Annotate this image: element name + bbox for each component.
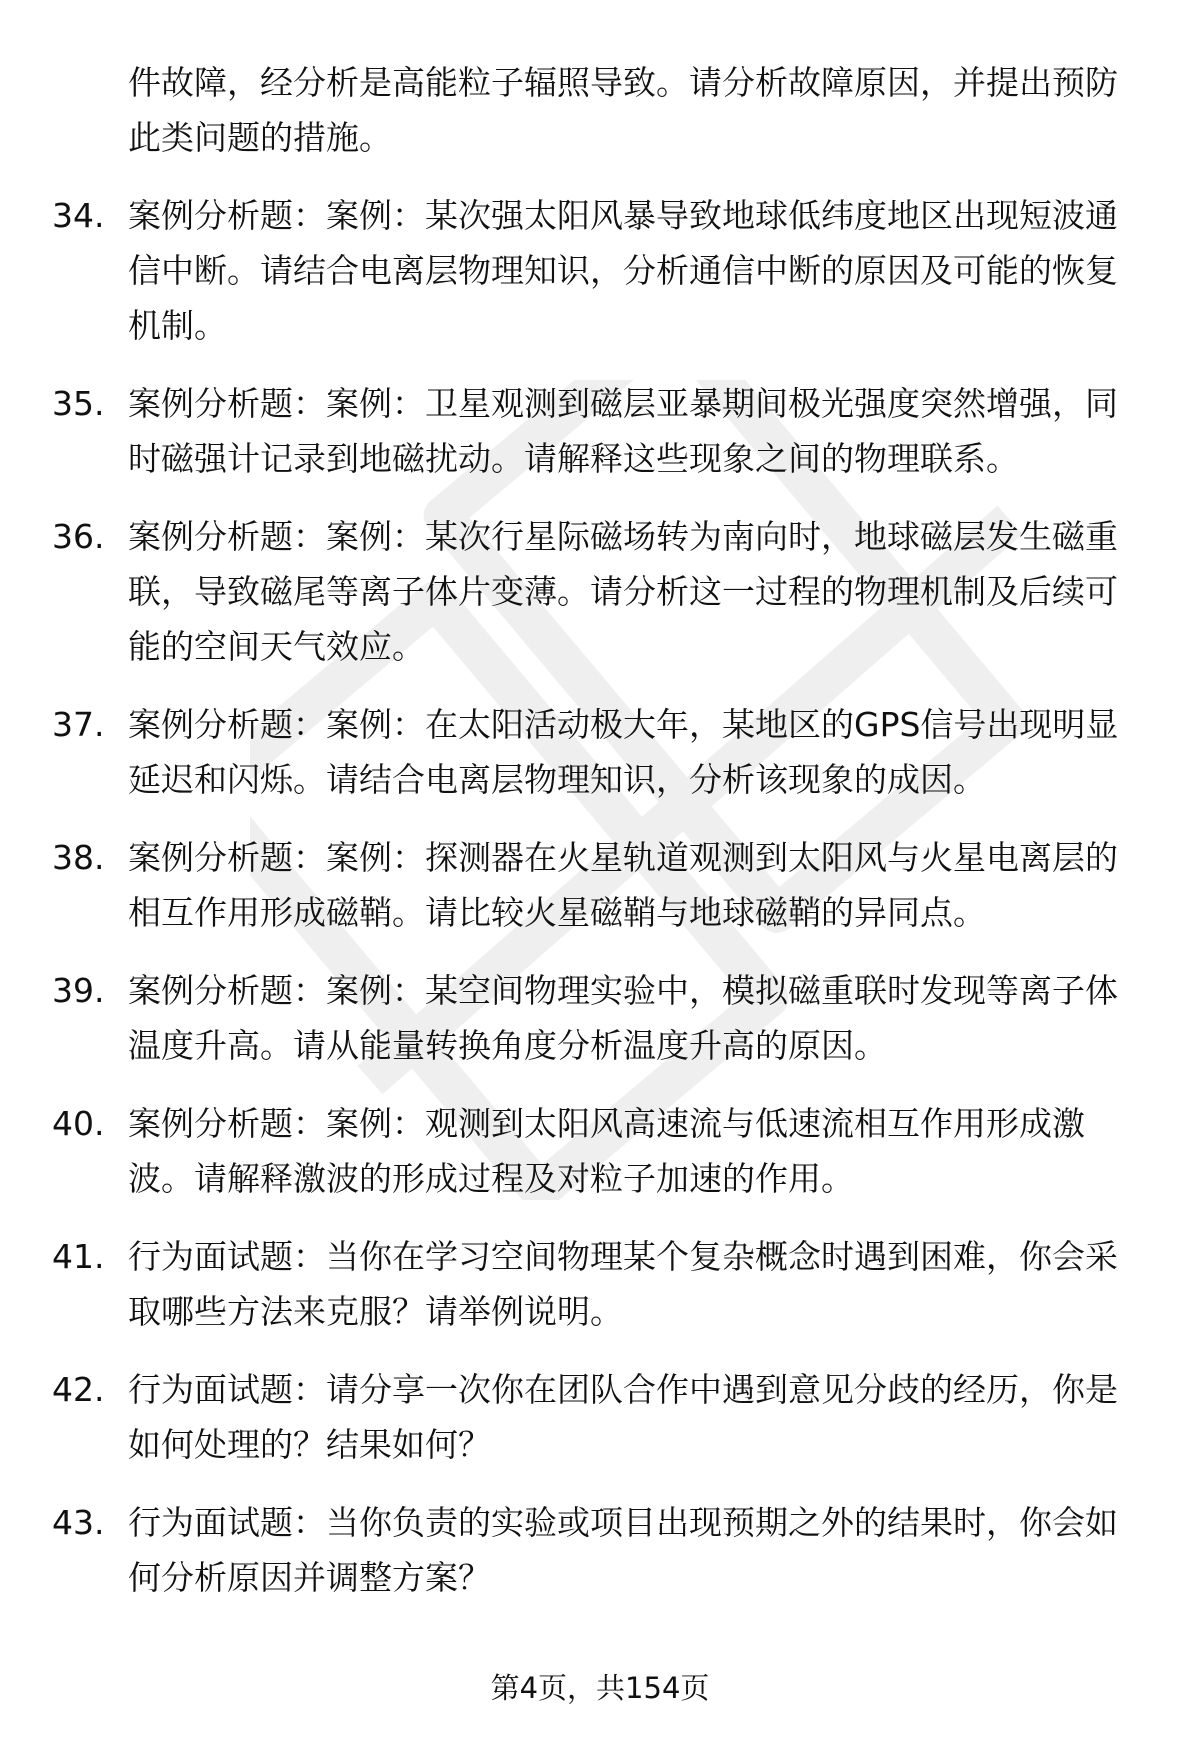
question-number: 36. [52,517,105,556]
question-text: 案例分析题：案例：观测到太阳风高速流与低速流相互作用形成激波。请解释激波的形成过程及对粒子加速的作用。 [128,1104,1085,1198]
page-footer [0,1668,1200,1708]
question-item [0,830,1138,940]
question-item [0,1362,1138,1472]
question-item [0,963,1138,1073]
page-number-label: 第4页，共154页 [490,1671,710,1705]
question-item [0,1096,1138,1206]
question-text: 案例分析题：案例：在太阳活动极大年，某地区的GPS信号出现明显延迟和闪烁。请结合电离层物理知识，分析该现象的成因。 [128,705,1119,799]
question-text: 件故障，经分析是高能粒子辐照导致。请分析故障原因，并提出预防此类问题的措施。 [128,63,1118,157]
question-number: 39. [52,971,105,1010]
question-list [0,55,1200,1605]
question-text: 案例分析题：案例：某次行星际磁场转为南向时，地球磁层发生磁重联，导致磁尾等离子体片变薄。请分析这一过程的物理机制及后续可能的空间天气效应。 [128,517,1118,666]
question-text: 行为面试题：请分享一次你在团队合作中遇到意见分歧的经历，你是如何处理的？结果如何？ [128,1370,1118,1464]
question-item [0,697,1138,807]
question-number: 35. [52,384,105,423]
question-number: 34. [52,196,105,235]
question-number: 38. [52,838,105,877]
question-item [0,55,1138,165]
question-text: 案例分析题：案例：某次强太阳风暴导致地球低纬度地区出现短波通信中断。请结合电离层物理知识，分析通信中断的原因及可能的恢复机制。 [128,196,1118,345]
question-item [0,188,1138,353]
question-item [0,1229,1138,1339]
question-text: 案例分析题：案例：探测器在火星轨道观测到太阳风与火星电离层的相互作用形成磁鞘。请比较火星磁鞘与地球磁鞘的异同点。 [128,838,1118,932]
question-number: 42. [52,1370,105,1409]
question-item [0,376,1138,486]
question-text: 案例分析题：案例：卫星观测到磁层亚暴期间极光强度突然增强，同时磁强计记录到地磁扰动。请解释这些现象之间的物理联系。 [128,384,1118,478]
question-number: 41. [52,1237,105,1276]
question-item [0,509,1138,674]
question-text: 案例分析题：案例：某空间物理实验中，模拟磁重联时发现等离子体温度升高。请从能量转换角度分析温度升高的原因。 [128,971,1118,1065]
question-number: 40. [52,1104,105,1143]
question-text: 行为面试题：当你在学习空间物理某个复杂概念时遇到困难，你会采取哪些方法来克服？请举例说明。 [128,1237,1118,1331]
question-text: 行为面试题：当你负责的实验或项目出现预期之外的结果时，你会如何分析原因并调整方案？ [128,1503,1118,1597]
question-number: 43. [52,1503,105,1542]
question-number: 37. [52,705,105,744]
question-item [0,1495,1138,1605]
